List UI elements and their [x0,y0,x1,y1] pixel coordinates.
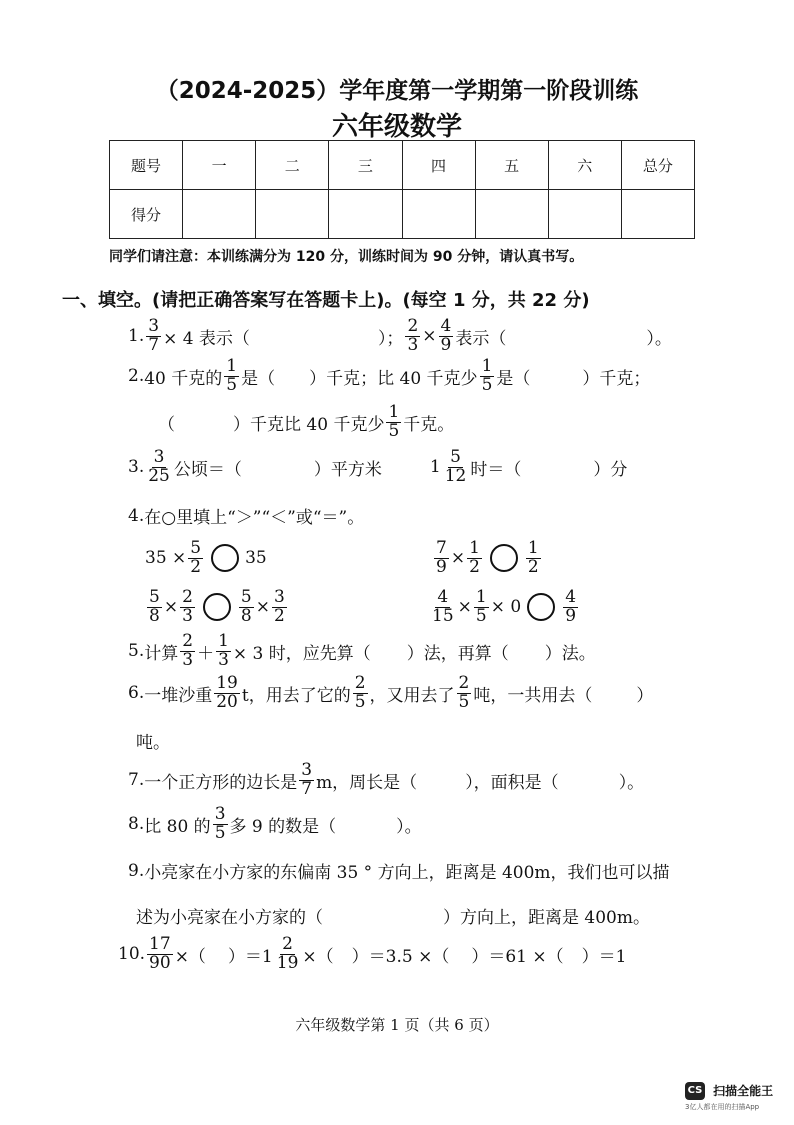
score-table-header-row [110,141,695,190]
text: ）； [377,328,404,349]
fraction: $\frac{3}{25}$ [148,447,170,486]
question-10 [118,936,626,973]
text: ）千克； [582,368,651,389]
question-6 [128,675,653,712]
text: ＋ [197,643,215,664]
score-blank[interactable] [548,190,621,239]
text: × [457,597,472,618]
question-number: 7. [128,770,145,791]
fraction: $\frac{5}{2}$ [190,538,202,577]
text: 千克。 [403,414,455,435]
fraction: $\frac{2}{5}$ [458,673,470,712]
fraction: $\frac{5}{8}$ [240,587,252,626]
section-title: 一、填空。(请把正确答案写在答题卡上)。(每空 1 分，共 22 分) [62,290,590,311]
question-3 [128,449,627,486]
fraction: $\frac{2}{3}$ [182,631,194,670]
question-number: 6. [128,683,145,704]
text: 一堆沙重 [144,685,213,706]
score-cell: 四 [402,141,475,190]
text: 表示（ [455,328,507,349]
fraction: $\frac{2}{3}$ [407,316,419,355]
text: 述为小亮家在小方家的（ [136,908,323,928]
mixed-number [430,449,470,486]
question-1 [128,318,672,355]
text: ） [636,685,654,706]
fraction: $\frac{1}{5}$ [481,356,493,395]
text: 吨。 [136,733,170,753]
page-footer: 六年级数学第 1 页（共 6 页） [295,1016,499,1034]
text: 比 80 的 [144,816,211,837]
text: ）＝61 ×（ [471,946,564,967]
text: × 4 表示（ [163,328,250,349]
score-cell: 六 [548,141,621,190]
score-table [109,140,695,239]
text: 时＝（ [470,459,522,480]
question-number: 5. [128,641,145,662]
scanner-logo-icon: CS [685,1082,705,1100]
score-label: 得分 [110,190,183,239]
fraction: $\frac{5}{12}$ [444,447,467,486]
compare-b [432,540,543,577]
compare-circle[interactable] [527,593,555,621]
fraction: $\frac{5}{8}$ [149,587,160,626]
text: ）＝1 [227,946,273,967]
text: 35 [245,548,267,569]
score-cell: 一 [183,141,256,190]
question-4 [128,503,364,528]
question-8 [128,806,422,843]
score-blank[interactable] [256,190,329,239]
fraction: $\frac{4}{9}$ [440,316,452,355]
score-cell: 三 [329,141,402,190]
question-number: 2. [128,366,145,387]
fraction: $\frac{2}{3}$ [182,587,193,626]
text: ）千克；比 40 千克少 [309,368,478,389]
score-blank[interactable] [183,190,256,239]
score-blank[interactable] [475,190,548,239]
text: × [163,597,179,618]
question-7 [128,762,644,799]
text: 多 9 的数是（ [229,816,337,837]
fraction: $\frac{2}{5}$ [354,673,366,712]
text: 小亮家在小方家的东偏南 35 ° 方向上，距离是 400m，我们也可以描 [144,863,670,883]
title-line1: （2024-2025）学年度第一学期第一阶段训练 [155,78,639,104]
fraction: $\frac{1}{5}$ [226,356,238,395]
fraction: $\frac{2}{19}$ [276,934,299,973]
text: ）千克比 40 千克少 [233,414,385,435]
compare-c [145,589,289,626]
text: ）＝3.5 ×（ [351,946,450,967]
text: ）。 [618,772,645,793]
text: t，用去了它的 [241,685,351,706]
fraction: $\frac{1}{5}$ [475,587,487,626]
text: × [450,548,466,569]
score-cell: 五 [475,141,548,190]
score-blank[interactable] [402,190,475,239]
fraction: $\frac{7}{9}$ [436,538,447,577]
question-number: 1. [128,326,145,347]
compare-circle[interactable] [490,544,518,572]
text: ）法。 [544,643,596,664]
text: m，周长是（ [316,772,418,793]
question-6-cont [136,728,170,753]
fraction: $\frac{3}{5}$ [214,804,226,843]
score-cell: 总分 [621,141,694,190]
whole-part: 1 [429,457,441,478]
score-blank[interactable] [329,190,402,239]
question-9-cont [136,903,650,928]
text: ）＝1 [581,946,627,967]
fraction: $\frac{3}{2}$ [273,587,285,626]
text: × 3 时，应先算（ [232,643,371,664]
notice-text: 同学们请注意：本训练满分为 120 分，训练时间为 90 分钟，请认真书写。 [109,249,584,265]
text: 一个正方形的边长是 [144,772,298,793]
scanner-slogan: 3亿人都在用的扫描App [685,1102,760,1111]
fraction: $\frac{1}{5}$ [388,402,400,441]
compare-circle[interactable] [203,593,231,621]
text: ）方向上，距离是 400m。 [443,908,650,928]
fraction: $\frac{1}{2}$ [527,538,539,577]
question-number: 3. [128,457,145,478]
compare-d [428,589,580,626]
fraction: $\frac{3}{7}$ [148,316,160,355]
score-table-score-row [110,190,695,239]
question-number: 8. [128,814,145,835]
text: 在○里填上“＞”“＜”或“＝”。 [144,508,365,528]
fraction: $\frac{4}{15}$ [432,587,454,626]
score-cell: 题号 [110,141,183,190]
question-number: 4. [128,505,145,526]
text: （ [158,414,175,435]
score-blank[interactable] [621,190,694,239]
text: × [422,326,437,347]
text: ）法，再算（ [406,643,509,664]
scanner-name: 扫描全能王 [713,1084,774,1098]
text: ×（ [174,946,206,967]
text: ），面积是（ [465,772,559,793]
compare-a [145,540,267,577]
text: 是（ [496,368,531,389]
text: ）。 [396,816,422,837]
fraction: $\frac{17}{90}$ [149,934,171,973]
question-2-cont [158,404,454,441]
text: × [255,597,270,618]
text: 公顷＝（ [173,459,242,480]
text: × 0 [490,597,522,618]
text: 40 千克的 [144,368,223,389]
fraction: $\frac{19}{20}$ [216,673,238,712]
fraction: $\frac{4}{9}$ [565,587,577,626]
question-9 [128,858,670,883]
title-line2: 六年级数学 [331,112,462,142]
text: 吨，一共用去（ [473,685,593,706]
question-number: 9. [128,860,145,881]
text: ×（ [302,946,334,967]
text: ，又用去了 [369,685,455,706]
fraction: $\frac{1}{3}$ [218,631,229,670]
question-number: 10. [118,944,146,965]
question-5 [128,633,596,670]
text: 35 × [145,548,187,569]
compare-circle[interactable] [211,544,239,572]
text: 计算 [144,643,179,664]
text: 是（ [241,368,276,389]
text: ）。 [646,328,672,349]
score-cell: 二 [256,141,329,190]
scanner-watermark [685,1080,773,1112]
text: ）平方米 [313,459,382,480]
fraction: $\frac{1}{2}$ [469,538,480,577]
fraction: $\frac{3}{7}$ [301,760,313,799]
question-2 [128,358,650,395]
text: ）分 [593,459,628,480]
